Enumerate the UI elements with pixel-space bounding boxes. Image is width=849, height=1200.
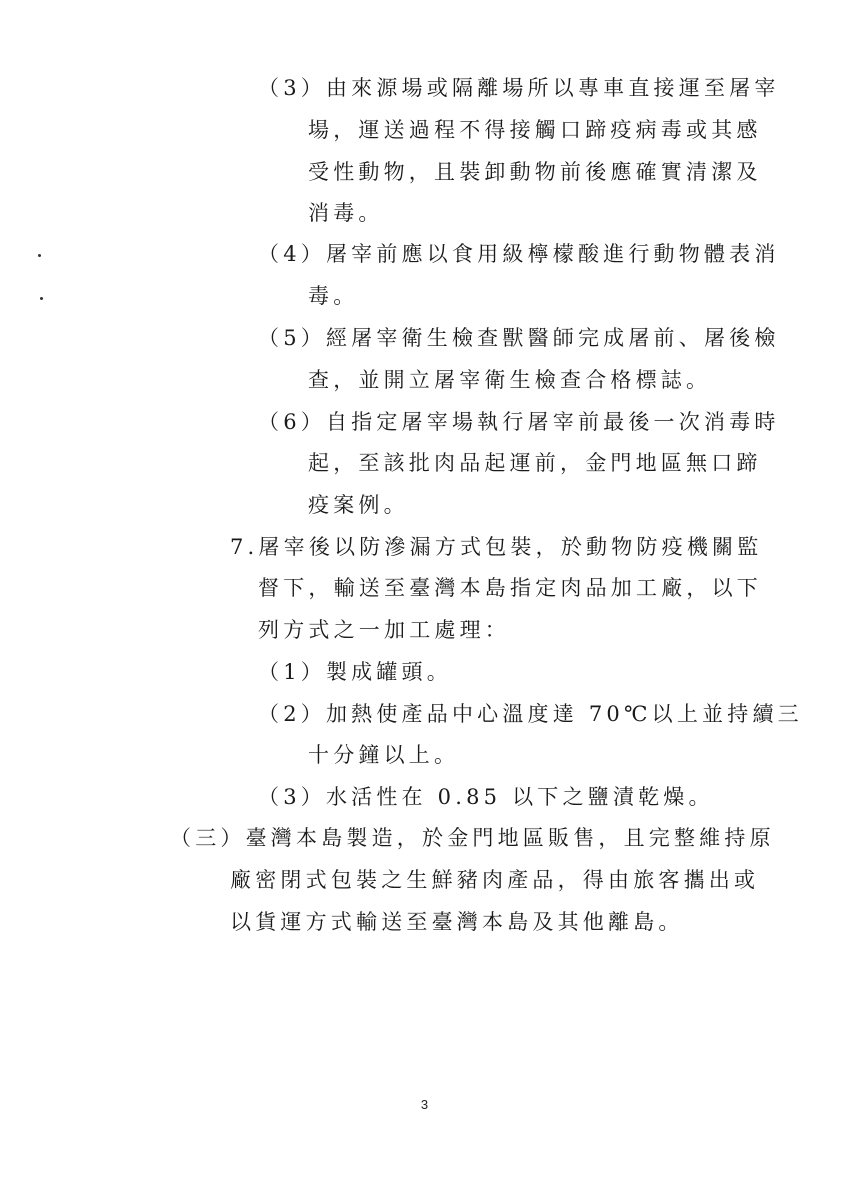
item-6-line-2: 起，至該批肉品起運前，金門地區無口蹄: [308, 451, 762, 475]
section-7-line-1: 7.屠宰後以防滲漏方式包裝，於動物防疫機關監: [230, 535, 763, 559]
item-4-line-1: （4）屠宰前應以食用級檸檬酸進行動物體表消: [258, 242, 780, 266]
scan-speck: [38, 254, 41, 257]
section-7-line-2: 督下，輸送至臺灣本島指定肉品加工廠，以下: [258, 576, 762, 600]
item-3-line-2: 場，運送過程不得接觸口蹄疫病毒或其感: [308, 118, 762, 142]
item-6-line-1: （6）自指定屠宰場執行屠宰前最後一次消毒時: [258, 410, 780, 434]
item-3-line-1: （3）由來源場或隔離場所以專車直接運至屠宰: [258, 76, 780, 100]
section-three-line-2: 廠密閉式包裝之生鮮豬肉產品，得由旅客攜出或: [230, 868, 760, 892]
page-number: 3: [420, 1097, 429, 1112]
item-3-line-3: 受性動物，且裝卸動物前後應確實清潔及: [308, 160, 762, 184]
method-1-line: （1）製成罐頭。: [258, 660, 452, 684]
item-5-line-1: （5）經屠宰衛生檢查獸醫師完成屠前、屠後檢: [258, 326, 780, 350]
method-3-line: （3）水活性在 0.85 以下之鹽漬乾燥。: [258, 785, 714, 809]
item-5-line-2: 查，並開立屠宰衛生檢查合格標誌。: [308, 368, 712, 392]
item-3-line-4: 消毒。: [308, 201, 384, 225]
section-7-line-3: 列方式之一加工處理：: [258, 618, 510, 642]
scan-speck: [40, 297, 43, 300]
section-three-line-1: （三）臺灣本島製造，於金門地區販售，且完整維持原: [170, 826, 775, 850]
item-4-line-2: 毒。: [308, 284, 359, 308]
item-6-line-3: 疫案例。: [308, 493, 409, 517]
method-2-line-1: （2）加熱使產品中心溫度達 70℃以上並持續三: [258, 702, 803, 726]
section-three-line-3: 以貨運方式輸送至臺灣本島及其他離島。: [230, 910, 684, 934]
method-2-line-2: 十分鐘以上。: [308, 743, 460, 767]
